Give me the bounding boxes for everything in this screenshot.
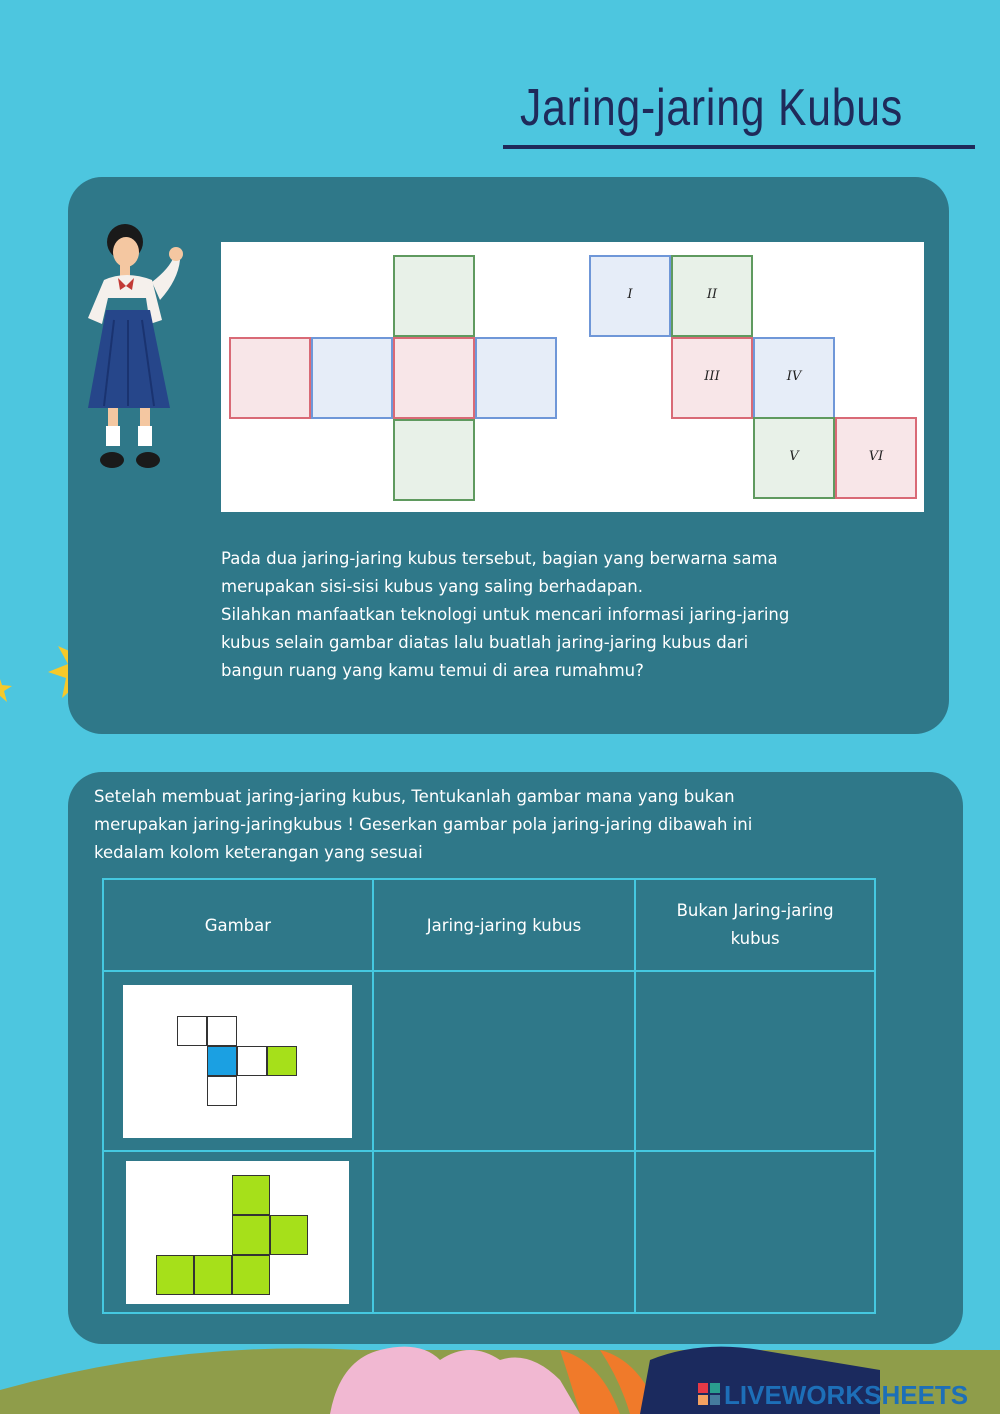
net-square (232, 1255, 270, 1295)
net1-face (475, 337, 557, 419)
face-label: I (627, 287, 633, 302)
net-square (207, 1076, 237, 1106)
net2-face-5 (753, 417, 835, 499)
explanation-paragraph: Pada dua jaring-jaring kubus tersebut, bagian yang berwarna sama merupakan sisi-sisi kubus yang saling berhadapan. Silahkan manfaatkan teknologi untuk mencari informasi jaring-jaring kubus selain gambar diatas lalu buatlah jaring-jaring kubus dari bangun ruang yang kamu temui di area rumahmu? (221, 549, 790, 680)
net-square (177, 1016, 207, 1046)
small-star-icon (0, 676, 12, 702)
net-square (267, 1046, 297, 1076)
title-underline (503, 145, 975, 149)
net-square (207, 1046, 237, 1076)
gambar-cell (103, 1151, 373, 1313)
face-label: V (789, 449, 799, 464)
drop-zone-jaring-kubus[interactable] (373, 1151, 636, 1313)
net2-face-2 (671, 255, 753, 337)
net-square (194, 1255, 232, 1295)
face-label: VI (868, 449, 884, 464)
header-gambar: Gambar (103, 879, 373, 971)
drop-zone-bukan-jaring-kubus[interactable] (635, 1151, 875, 1313)
net-square (156, 1255, 194, 1295)
brand-name: LIVEWORKSHEETS (724, 1380, 969, 1410)
header-jaring-kubus: Jaring-jaring kubus (373, 879, 636, 971)
page-title: Jaring-jaring Kubus (520, 79, 903, 137)
face-label: IV (786, 369, 802, 384)
net1-face (393, 419, 475, 501)
gambar-cell (103, 971, 373, 1151)
instruction-text: Setelah membuat jaring-jaring kubus, Tentukanlah gambar mana yang bukan merupakan jaring-jaringkubus ! Geserkan gambar pola jaring-jaring dibawah ini kedalam kolom keterangan yang sesuai (94, 787, 753, 862)
net2-face-4 (753, 337, 835, 419)
drop-zone-bukan-jaring-kubus[interactable] (635, 971, 875, 1151)
net-option-1[interactable] (123, 985, 352, 1138)
student-illustration (66, 220, 190, 476)
net-option-2[interactable] (126, 1161, 349, 1304)
net-square (232, 1175, 270, 1215)
net1-face (393, 255, 475, 337)
net2-face-6 (835, 417, 917, 499)
net2-face-3 (671, 337, 753, 419)
net1-face (393, 337, 475, 419)
net-square (232, 1215, 270, 1255)
net2-face-1 (589, 255, 671, 337)
classification-table (102, 878, 876, 1314)
header-bukan-jaring-kubus: Bukan Jaring-jaring kubus (635, 879, 875, 971)
net-square (207, 1016, 237, 1046)
face-label: III (704, 369, 720, 384)
net1-face (311, 337, 393, 419)
net-square (270, 1215, 308, 1255)
cube-nets-image (221, 242, 924, 512)
liveworksheets-logo-icon (698, 1383, 720, 1405)
drop-zone-jaring-kubus[interactable] (373, 971, 636, 1151)
face-label: II (706, 287, 718, 302)
net-square (237, 1046, 267, 1076)
net1-face (229, 337, 311, 419)
